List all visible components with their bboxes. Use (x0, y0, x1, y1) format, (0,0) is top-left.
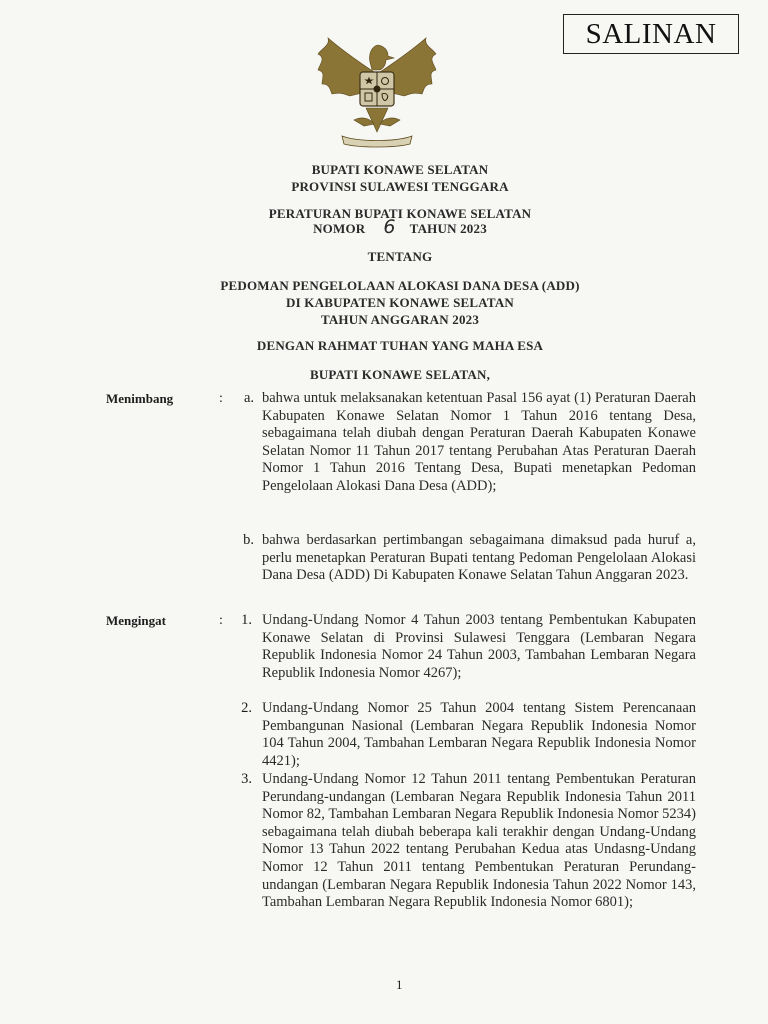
issuer-line-2: PROVINSI SULAWESI TENGGARA (291, 179, 509, 194)
regulation-heading (0, 205, 768, 237)
subject-line-3: TAHUN ANGGARAN 2023 (320, 312, 480, 327)
menimbang-item-b-marker: b. (243, 532, 254, 548)
salinan-stamp: SALINAN (563, 14, 739, 54)
issuer-name-heading (0, 366, 768, 383)
tahun-label: TAHUN 2023 (409, 221, 487, 236)
mengingat-item-3-text: Undang-Undang Nomor 12 Tahun 2011 tentang Pembentukan Peraturan Perundang-undangan (Lembaran Negara Republik Indonesia Tahun 2011 Nomor 82, Tambahan Lembaran Negara Republik Indonesia Nomor 5234) sebagaimana telah diubah beberapa kali terakhir dengan Undang-Undang Nomor 13 Tahun 2022 tentang Perubahan Kedua atas Undasng-Undang Nomor 12 Tahun 2011 tentang Pembentukan Peraturan Perundang-undangan (Lembaran Negara Republik Indonesia Tahun 2022 Nomor 143, Tambahan Lembaran Negara Republik Indonesia Nomor 6801); (262, 771, 696, 911)
menimbang-label: Menimbang (106, 391, 174, 406)
blessing-heading (0, 337, 768, 354)
mengingat-label: Mengingat (106, 613, 166, 628)
subject-line-2: DI KABUPATEN KONAWE SELATAN (286, 295, 514, 310)
mengingat-colon: : (219, 613, 223, 628)
page-number: 1 (396, 977, 403, 992)
mengingat-item-1-text: Undang-Undang Nomor 4 Tahun 2003 tentang Pembentukan Kabupaten Konawe Selatan di Provinsi Sulawesi Tenggara (Lembaran Negara Republik Indonesia Nomor 24 Tahun 2003, Tambahan Lembaran Negara Republik Indonesia Nomor 4267); (262, 612, 696, 681)
blessing-text: DENGAN RAHMAT TUHAN YANG MAHA ESA (256, 338, 544, 353)
issuer-title (0, 161, 768, 195)
menimbang-item-b-text: bahwa berdasarkan pertimbangan sebagaimana dimaksud pada huruf a, perlu menetapkan Peraturan Bupati tentang Pedoman Pengelolaan Alokasi Dana Desa (ADD) Di Kabupaten Konawe Selatan Tahun Anggaran 2023. (262, 532, 696, 584)
menimbang-item-a-text: bahwa untuk melaksanakan ketentuan Pasal 156 ayat (1) Peraturan Daerah Kabupaten Konawe Selatan Nomor 1 Tahun 2016 tentang Desa, sebagaimana telah diubah dengan Peraturan Daerah Kabupaten Konawe Selatan Nomor 11 Tahun 2017 tentang Perubahan Atas Peraturan Daerah Nomor 1 Tahun 2016 Tentang Desa, Bupati menetapkan Pedoman Pengelolaan Alokasi Dana Desa (ADD); (262, 390, 696, 494)
subject-line-1: PEDOMAN PENGELOLAAN ALOKASI DANA DESA (ADD) (220, 278, 580, 293)
tentang-heading (0, 248, 768, 265)
regulation-number-row (0, 216, 768, 238)
mengingat-item-3-marker: 3. (241, 771, 252, 787)
mengingat-item-2-text: Undang-Undang Nomor 25 Tahun 2004 tentang Sistem Perencanaan Pembangunan Nasional (Lembaran Negara Republik Indonesia Nomor 104 Tahun 2004, Tambahan Lembaran Negara Republik Indonesia Nomor 4421); (262, 700, 696, 769)
regulation-title: PERATURAN BUPATI KONAWE SELATAN (268, 206, 532, 221)
nomor-label: NOMOR (313, 221, 366, 236)
regulation-subject (0, 277, 768, 328)
issuer-name: BUPATI KONAWE SELATAN, (309, 367, 491, 382)
issuer-line-1: BUPATI KONAWE SELATAN (311, 162, 489, 177)
mengingat-item-1-marker: 1. (241, 612, 252, 628)
nomor-value: 6 (383, 216, 396, 238)
menimbang-item-a-marker: a. (243, 390, 254, 406)
mengingat-item-2-marker: 2. (241, 700, 252, 716)
menimbang-colon: : (219, 391, 223, 406)
tentang-label: TENTANG (367, 249, 433, 264)
garuda-emblem-icon (314, 32, 440, 148)
